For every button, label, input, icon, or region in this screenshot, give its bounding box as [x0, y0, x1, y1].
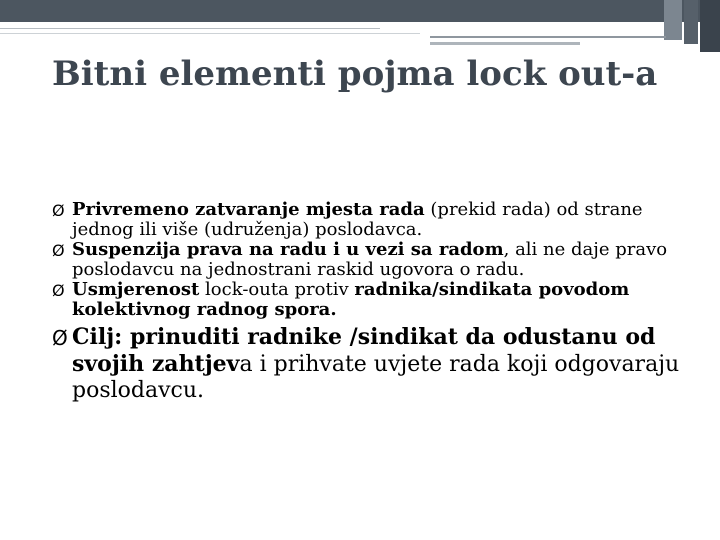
header-divider-line	[0, 33, 420, 34]
bullet-item	[52, 240, 692, 280]
header-divider-line	[430, 42, 580, 45]
bullet-list	[52, 200, 692, 404]
header-stripe	[684, 0, 698, 44]
arrow-bullet-icon: Ø	[52, 241, 65, 260]
arrow-bullet-icon: Ø	[52, 326, 68, 350]
header-stripe	[700, 0, 720, 52]
slide-title: Bitni elementi pojma lock out-a	[52, 54, 658, 94]
bullet-text-bold: Cilj: prinuditi radnike /sindikat da odustanu od svojih zahtjev	[72, 324, 656, 377]
bullet-item	[52, 324, 692, 404]
bullet-text-bold: Suspenzija prava na radu i u vezi sa radom	[72, 239, 504, 260]
header-stripe	[664, 0, 682, 40]
arrow-bullet-icon: Ø	[52, 201, 65, 220]
bullet-item	[52, 200, 692, 240]
arrow-bullet-icon: Ø	[52, 281, 65, 300]
header-divider-line	[0, 28, 380, 29]
header-divider-line	[430, 36, 666, 38]
bullet-text: lock-outa protiv	[199, 279, 355, 300]
bullet-text-bold: radnika/sindikata povodom kolektivnog radnog spora.	[72, 279, 630, 320]
bullet-item	[52, 280, 692, 320]
bullet-text: , ali ne daje pravo poslodavcu na jednostrani raskid ugovora o radu.	[72, 239, 668, 280]
bullet-text-bold: Privremeno zatvaranje mjesta rada	[72, 199, 425, 220]
bullet-text-bold: Usmjerenost	[72, 279, 200, 300]
header-banner	[0, 0, 720, 22]
bullet-text: (prekid rada) od strane jednog ili više (udruženja) poslodavca.	[72, 199, 643, 240]
bullet-text: a i prihvate uvjete rada koji odgovaraju poslodavcu.	[72, 352, 680, 403]
